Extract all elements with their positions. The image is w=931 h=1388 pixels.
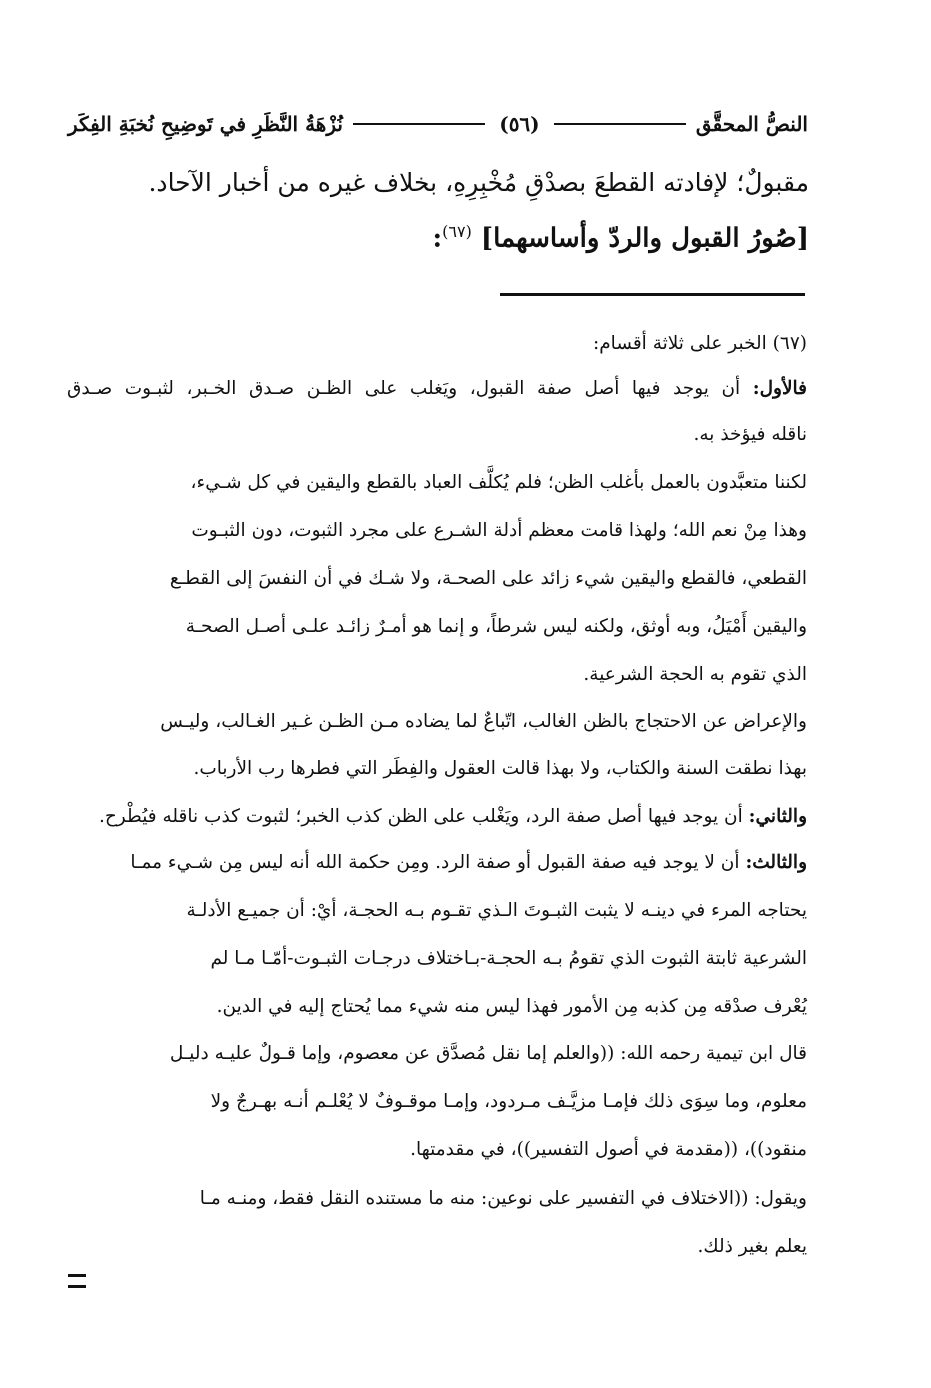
footnote-second xyxy=(67,798,807,836)
third-line-2: يحتاجه المرء في دينـه لا يثبت الثبـوتَ الـذي تقـوم بـه الحجـة، أيْ: أن جميـع الأدلـة xyxy=(186,900,807,921)
heading-colon: : xyxy=(432,223,443,254)
last-line-1: ويقول: ((الاختلاف في التفسير على نوعين: منه ما مستنده النقل فقط، ومنـه مـا xyxy=(199,1188,807,1209)
section-heading xyxy=(119,222,809,254)
footnote-first xyxy=(67,370,807,408)
quote-line-3: منقود))، ((مقدمة في أصول التفسير))، في مقدمتها. xyxy=(410,1139,807,1160)
page-number: (٥٦) xyxy=(499,112,540,136)
section-heading-text: [صُورُ القبول والردّ وأساسهما] xyxy=(480,223,809,254)
header-rule-left xyxy=(353,123,485,125)
footnote-ref: (٦٧) xyxy=(442,222,472,241)
first-lead: فالأول: xyxy=(752,378,807,399)
second-lead: والثاني: xyxy=(748,806,807,827)
header-book-title: نُزْهَةُ النَّظَرِ في تَوضِيحِ نُخبَةِ الفِكَر xyxy=(67,112,343,136)
second-text: أن يوجد فيها أصل صفة الرد، ويَغْلب على الظن كذب الخبر؛ لثبوت كذب ناقله فيُطْرح. xyxy=(98,806,743,827)
quote-line-1: قال ابن تيمية رحمه الله: ((والعلم إما نقل مُصدَّق عن معصوم، وإما قـولٌ عليـه دليـل xyxy=(169,1043,807,1064)
header-rule-right xyxy=(554,123,686,125)
page-header xyxy=(68,104,808,144)
first-line-1: أن يوجد فيها أصل صفة القبول، ويَغلب على الظـن صـدق الخـبر، لثبـوت صـدق xyxy=(67,378,741,399)
third-line-3: الشرعية ثابتة الثبوت الذي تقومُ بـه الحجـة-بـاختلاف درجـات الثبـوت-أمّـا مـا لم xyxy=(210,948,807,969)
third-line-1: أن لا يوجد فيه صفة القبول أو صفة الرد. ومِن حكمة الله أنه ليس مِن شـيء ممـا xyxy=(130,852,740,873)
p2-line-4: واليقين أَمْيَلُ، وبه أوثق، ولكنه ليس شرطاً، و إنما هو أمـرٌ زائـد علـى أصـل الصحـة xyxy=(185,616,807,637)
p2-line-1: لكننا متعبَّدون بالعمل بأغلب الظن؛ فلم يُكلَّف العباد بالقطع واليقين في كل شـيء، xyxy=(190,472,807,493)
footnote-intro: (٦٧) الخبر على ثلاثة أقسام: xyxy=(593,333,807,354)
header-section-title: النصُّ المحقَّق xyxy=(695,112,808,136)
last-line-2: يعلم بغير ذلك. xyxy=(697,1236,807,1257)
p3-line-2: بهذا نطقت السنة والكتاب، ولا بهذا قالت العقول والفِطَر التي فطرها رب الأرباب. xyxy=(193,758,807,779)
main-text-line: مقبولٌ؛ لإفادته القطعَ بصدْقِ مُخْبِرِهِ، بخلاف غيره من أخبار الآحاد. xyxy=(148,168,809,197)
third-line-4: يُعْرف صدْقه مِن كذبه مِن الأمور فهذا ليس منه شيء مما يُحتاج إليه في الدين. xyxy=(216,996,807,1017)
p2-line-5: الذي تقوم به الحجة الشرعية. xyxy=(583,664,807,685)
end-mark xyxy=(68,1274,86,1288)
footnote-separator xyxy=(500,293,805,296)
first-line-2: ناقله فيؤخذ به. xyxy=(693,424,807,445)
p2-line-3: القطعي، فالقطع واليقين شيء زائد على الصحـة، ولا شـك في أن النفسَ إلى القطـع xyxy=(169,568,807,589)
p3-line-1: والإعراض عن الاحتجاج بالظن الغالب، اتّباعٌ لما يضاده مـن الظـن غـير الغـالب، وليـس xyxy=(160,711,807,732)
footnote-third xyxy=(67,844,807,882)
p2-line-2: وهذا مِنْ نعم الله؛ ولهذا قامت معظم أدلة الشـرع على مجرد الثبوت، دون الثبـوت xyxy=(191,520,807,541)
third-lead: والثالث: xyxy=(745,852,807,873)
quote-line-2: معلوم، وما سِوَى ذلك فإمـا مزيَّـف مـردود، وإمـا موقـوفٌ لا يُعْلـم أنـه بهـرجٌ ولا xyxy=(210,1091,807,1112)
